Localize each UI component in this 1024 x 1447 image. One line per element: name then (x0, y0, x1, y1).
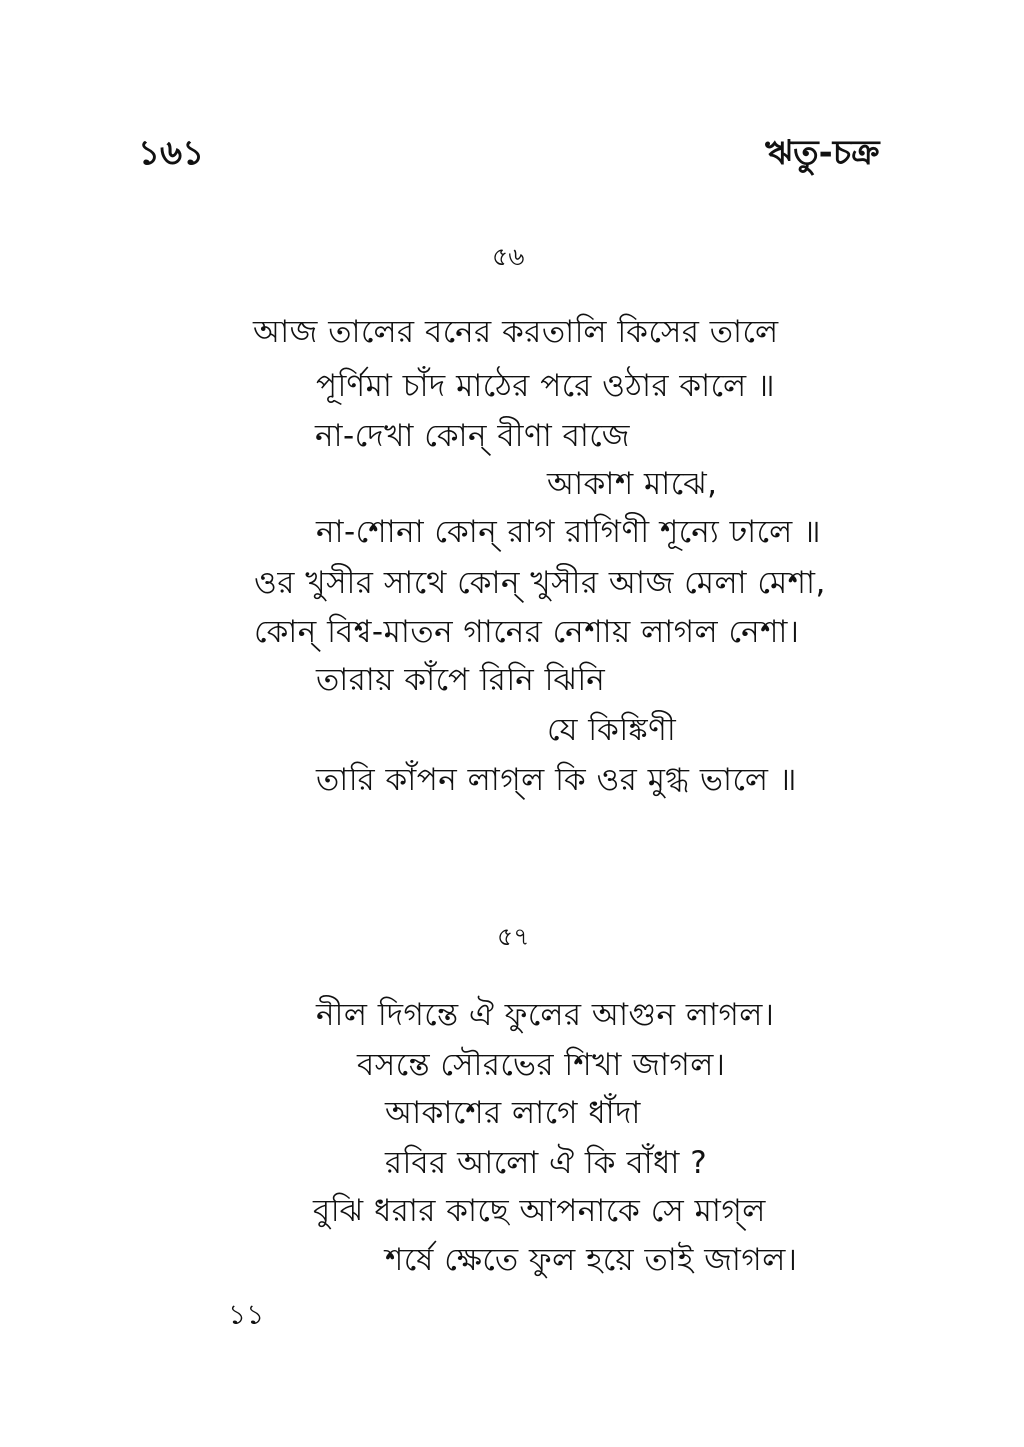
song-line: যে কিঙ্কিণী (547, 712, 677, 748)
song-line: আকাশের লাগে ধাঁদা (385, 1095, 641, 1131)
song-number: ৫৭ (497, 922, 530, 951)
song-line: না-দেখা কোন্ বীণা বাজে (315, 418, 631, 454)
song-line: কোন্ বিশ্ব-মাতন গানের নেশায় লাগল নেশা। (254, 614, 800, 650)
song-line: পূর্ণিমা চাঁদ মাঠের পরে ওঠার কালে ॥ (316, 368, 776, 404)
printer-signature: ১১ (228, 1298, 265, 1331)
song-number: ৫৬ (492, 242, 525, 271)
song-line: রবির আলো ঐ কি বাঁধা ? (385, 1145, 708, 1181)
song-line: বসন্তে সৌরভের শিখা জাগল। (357, 1047, 726, 1083)
song-line: তারায় কাঁপে রিনি ঝিনি (316, 662, 606, 698)
song-line: না-শোনা কোন্ রাগ রাগিণী শূন্যে ঢালে ॥ (316, 514, 822, 550)
song-line: আজ তালের বনের করতালি কিসের তালে (253, 314, 779, 350)
song-line: ওর খুসীর সাথে কোন্ খুসীর আজ মেলা মেশা, (254, 565, 826, 601)
song-line: শর্ষে ক্ষেতে ফুল হয়ে তাই জাগল। (385, 1242, 798, 1278)
song-line: নীল দিগন্তে ঐ ফুলের আগুন লাগল। (316, 997, 775, 1033)
page-number: ১৬১ (138, 133, 205, 173)
book-title: ঋতু-চক্র (765, 133, 880, 173)
song-line: তারি কাঁপন লাগ্‌ল কি ওর মুগ্ধ ভালে ॥ (316, 762, 797, 798)
song-line: বুঝি ধরার কাছে আপনাকে সে মাগ্‌ল (313, 1193, 766, 1229)
song-line: আকাশ মাঝে, (547, 466, 718, 502)
